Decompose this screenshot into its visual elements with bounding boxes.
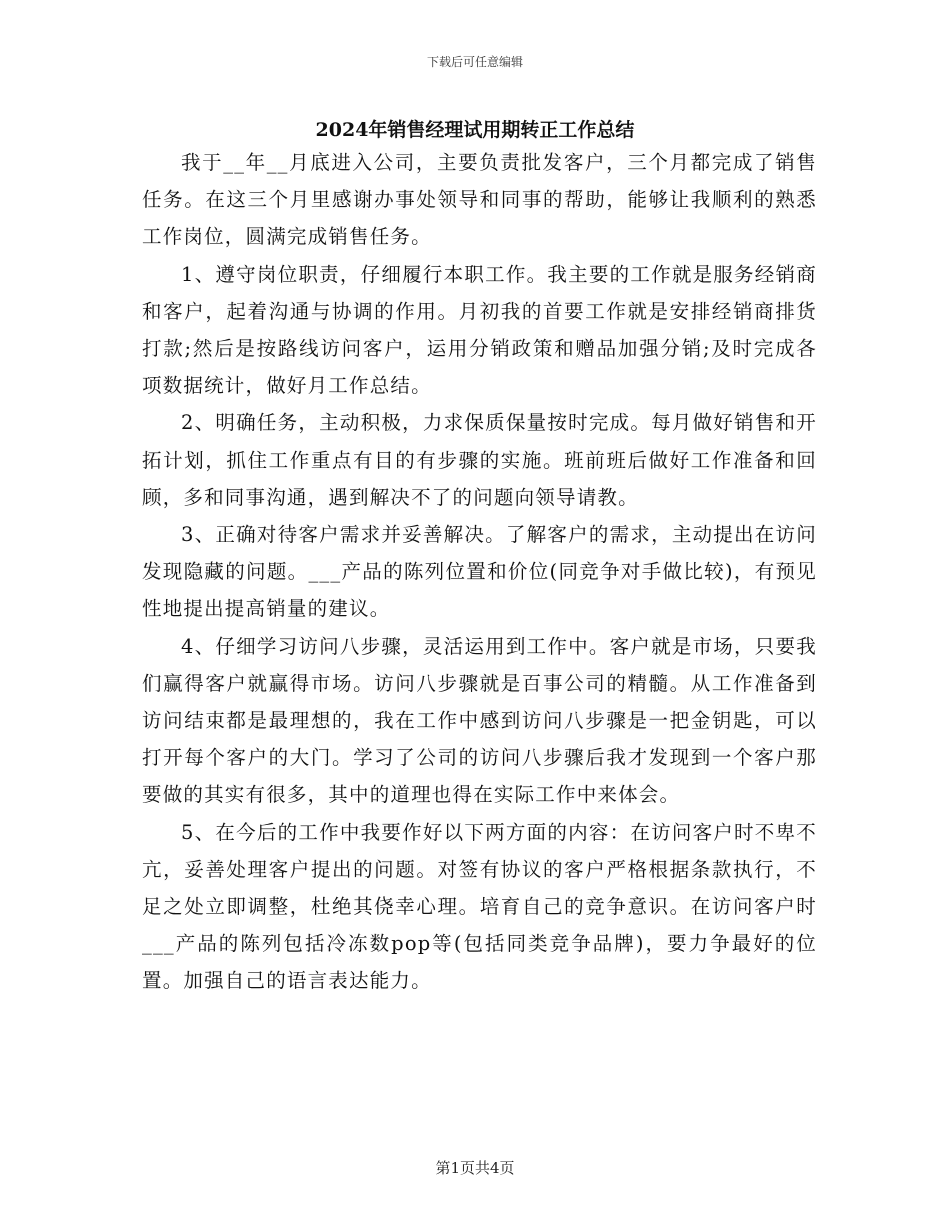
paragraph-item-3: 3、正确对待客户需求并妥善解决。了解客户的需求，主动提出在访问发现隐藏的问题。___产品的陈列位置和价位(同竞争对手做比较)，有预见性地提出提高销量的建议。 [142,523,817,621]
paragraph-item-4: 4、仔细学习访问八步骤，灵活运用到工作中。客户就是市场，只要我们赢得客户就赢得市场。访问八步骤就是百事公司的精髓。从工作准备到访问结束都是最理想的，我在工作中感到访问八步骤是一把金钥匙，可以打开每个客户的大门。学习了公司的访问八步骤后我才发现到一个客户那要做的其实有很多，其中的道理也得在实际工作中来体会。 [142,634,817,807]
paragraph-item-1: 1、遵守岗位职责，仔细履行本职工作。我主要的工作就是服务经销商和客户，起着沟通与协调的作用。月初我的首要工作就是安排经销商排货打款;然后是按路线访问客户，运用分销政策和赠品加强分销;及时完成各项数据统计，做好月工作总结。 [142,262,817,398]
paragraph-intro: 我于__年__月底进入公司，主要负责批发客户，三个月都完成了销售任务。在这三个月里感谢办事处领导和同事的帮助，能够让我顺利的熟悉工作岗位，圆满完成销售任务。 [142,151,817,249]
paragraph-item-5: 5、在今后的工作中我要作好以下两方面的内容：在访问客户时不卑不亢，妥善处理客户提出的问题。对签有协议的客户严格根据条款执行，不足之处立即调整，杜绝其侥幸心理。培育自己的竞争意识。在访问客户时___产品的陈列包括冷冻数pop等(包括同类竞争品牌)，要力争最好的位置。加强自己的语言表达能力。 [142,820,817,993]
document-body [142,144,817,1000]
document-title: 2024年销售经理试用期转正工作总结 [315,119,635,141]
page-header-note: 下载后可任意编辑 [426,55,523,69]
page-number: 第1页共4页 [435,1159,515,1177]
paragraph-item-2: 2、明确任务，主动积极，力求保质保量按时完成。每月做好销售和开拓计划，抓住工作重点有目的有步骤的实施。班前班后做好工作准备和回顾，多和同事沟通，遇到解决不了的问题向领导请教。 [142,411,817,509]
